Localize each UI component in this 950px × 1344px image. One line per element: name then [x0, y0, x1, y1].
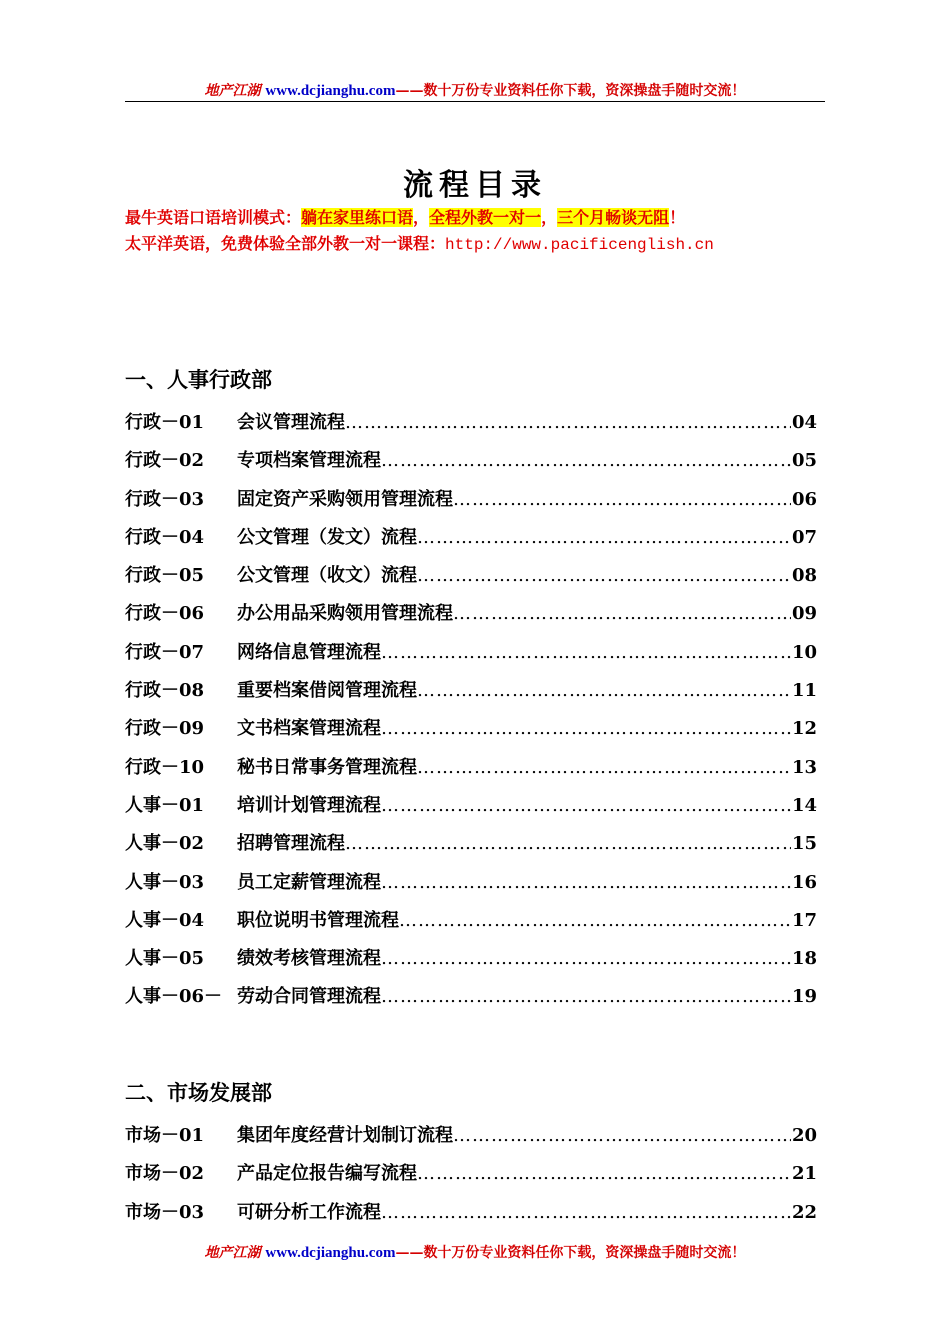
toc-leader-dots [453, 481, 791, 519]
toc-entry-code: 人事－02 [125, 833, 205, 855]
toc-entry-name: 固定资产采购领用管理流程 [237, 488, 453, 510]
toc-leader-dots [417, 672, 791, 710]
toc-leader-dots [345, 404, 791, 442]
toc-entry-page: 12 [791, 718, 817, 740]
toc-entry-page: 07 [791, 526, 817, 548]
footer-site-link[interactable]: www.dcjianghu.com [265, 1245, 396, 1261]
toc-leader-dots [381, 940, 791, 978]
toc-entry-name: 会议管理流程 [237, 412, 345, 433]
toc-leader-dots [453, 595, 791, 633]
promo-sep-2: ， [541, 208, 558, 227]
toc-entry-code: 人事－05 [125, 948, 205, 970]
toc-leader-dots [381, 442, 791, 480]
toc-entry[interactable] [125, 519, 817, 557]
toc-entry-code: 行政－04 [125, 526, 205, 548]
toc-entry-page: 13 [791, 756, 817, 778]
toc-entry-code: 行政－06 [125, 603, 205, 625]
promo-highlight-1: 躺在家里练口语 [301, 208, 414, 227]
toc-entry-name: 秘书日常事务管理流程 [237, 756, 417, 778]
toc-entry-page: 21 [791, 1163, 817, 1185]
toc-entry-name: 员工定薪管理流程 [237, 871, 381, 893]
toc-entry-page: 11 [791, 680, 817, 702]
toc-leader-dots [399, 902, 791, 940]
promo-line-1 [125, 205, 685, 228]
promo-end: ！ [669, 208, 686, 227]
toc-leader-dots [381, 634, 791, 672]
toc-entry-code: 市场－03 [125, 1201, 205, 1223]
toc-list-market-dev [125, 1117, 817, 1232]
toc-entry[interactable] [125, 1117, 817, 1155]
toc-entry-page: 10 [791, 641, 817, 663]
toc-entry-name: 绩效考核管理流程 [237, 948, 381, 970]
toc-entry-code: 行政－10 [125, 756, 205, 778]
toc-entry-code: 行政－05 [125, 565, 205, 587]
toc-entry[interactable] [125, 1194, 817, 1232]
toc-entry-page: 09 [791, 603, 817, 625]
toc-entry[interactable] [125, 787, 817, 825]
toc-entry-code: 行政－01 [125, 412, 205, 433]
toc-entry-page: 18 [791, 948, 817, 970]
toc-entry[interactable] [125, 940, 817, 978]
page-footer [125, 1242, 825, 1262]
toc-entry-name: 网络信息管理流程 [237, 641, 381, 663]
toc-entry-name: 招聘管理流程 [237, 833, 345, 855]
toc-list-hr-admin [125, 404, 817, 1017]
toc-leader-dots [417, 519, 791, 557]
toc-entry-page: 06 [791, 488, 817, 510]
toc-entry-code: 人事－06－ [125, 986, 223, 1008]
header-divider [125, 101, 825, 102]
toc-entry[interactable] [125, 1155, 817, 1193]
toc-leader-dots [417, 749, 791, 787]
toc-entry-page: 17 [791, 909, 817, 931]
toc-entry-code: 市场－01 [125, 1125, 205, 1146]
toc-entry[interactable] [125, 595, 817, 633]
toc-entry-code: 人事－04 [125, 909, 205, 931]
page-header [125, 80, 825, 100]
toc-leader-dots [417, 557, 791, 595]
section-heading-market-dev: 二、市场发展部 [125, 1080, 272, 1105]
toc-entry[interactable] [125, 442, 817, 480]
toc-leader-dots [453, 1117, 791, 1155]
toc-entry-code: 市场－02 [125, 1163, 205, 1185]
toc-entry-name: 专项档案管理流程 [237, 450, 381, 472]
page-title: 流程目录 [403, 168, 547, 203]
header-tagline: ——数十万份专业资料任你下载，资深操盘手随时交流！ [395, 83, 746, 99]
toc-entry-name: 职位说明书管理流程 [237, 909, 399, 931]
toc-entry[interactable] [125, 825, 817, 863]
toc-entry-page: 16 [791, 871, 817, 893]
toc-entry[interactable] [125, 710, 817, 748]
toc-entry-code: 人事－01 [125, 794, 205, 816]
toc-entry-code: 人事－03 [125, 871, 205, 893]
toc-entry-page: 20 [791, 1125, 817, 1146]
toc-entry-name: 重要档案借阅管理流程 [237, 680, 417, 702]
footer-brand: 地产江湖 [204, 1245, 261, 1261]
toc-entry[interactable] [125, 634, 817, 672]
promo-highlight-2: 全程外教一对一 [429, 208, 542, 227]
toc-leader-dots [381, 787, 791, 825]
toc-leader-dots [381, 978, 791, 1016]
toc-entry-code: 行政－02 [125, 450, 205, 472]
toc-entry[interactable] [125, 902, 817, 940]
toc-entry[interactable] [125, 978, 817, 1016]
toc-entry-name: 公文管理（发文）流程 [237, 526, 417, 548]
footer-tagline: ——数十万份专业资料任你下载，资深操盘手随时交流！ [395, 1245, 746, 1261]
toc-entry-name: 办公用品采购领用管理流程 [237, 603, 453, 625]
toc-entry[interactable] [125, 864, 817, 902]
toc-entry-code: 行政－03 [125, 488, 205, 510]
toc-entry-page: 19 [791, 986, 817, 1008]
toc-entry-name: 集团年度经营计划制订流程 [237, 1125, 453, 1146]
toc-entry-code: 行政－08 [125, 680, 205, 702]
promo-sep-1: ， [413, 208, 430, 227]
toc-entry[interactable] [125, 404, 817, 442]
toc-entry-page: 08 [791, 565, 817, 587]
toc-entry-name: 培训计划管理流程 [237, 794, 381, 816]
toc-leader-dots [381, 710, 791, 748]
toc-entry-code: 行政－09 [125, 718, 205, 740]
toc-entry[interactable] [125, 557, 817, 595]
section-heading-hr-admin: 一、人事行政部 [125, 367, 272, 392]
toc-entry-page: 22 [791, 1201, 817, 1223]
toc-entry[interactable] [125, 481, 817, 519]
toc-entry[interactable] [125, 672, 817, 710]
promo-url-link[interactable]: http://www.pacificenglish.cn [445, 236, 714, 254]
toc-entry-page: 04 [791, 412, 817, 433]
toc-entry-name: 劳动合同管理流程 [237, 986, 381, 1008]
toc-entry-page: 14 [791, 794, 817, 816]
toc-entry-name: 公文管理（收文）流程 [237, 565, 417, 587]
toc-leader-dots [381, 864, 791, 902]
toc-leader-dots [417, 1155, 791, 1193]
promo-line-2 [125, 231, 714, 254]
header-site-link[interactable]: www.dcjianghu.com [265, 83, 396, 99]
promo-prefix: 最牛英语口语培训模式： [125, 208, 302, 227]
toc-entry-page: 15 [791, 833, 817, 855]
toc-entry-page: 05 [791, 450, 817, 472]
toc-leader-dots [345, 825, 791, 863]
promo-line2-text: 太平洋英语，免费体验全部外教一对一课程： [125, 234, 446, 253]
toc-entry-name: 产品定位报告编写流程 [237, 1163, 417, 1185]
promo-highlight-3: 三个月畅谈无阻 [557, 208, 670, 227]
toc-entry-name: 可研分析工作流程 [237, 1201, 381, 1223]
toc-entry-code: 行政－07 [125, 641, 205, 663]
toc-leader-dots [381, 1194, 791, 1232]
header-brand: 地产江湖 [204, 83, 261, 99]
toc-entry-name: 文书档案管理流程 [237, 718, 381, 740]
toc-entry[interactable] [125, 749, 817, 787]
